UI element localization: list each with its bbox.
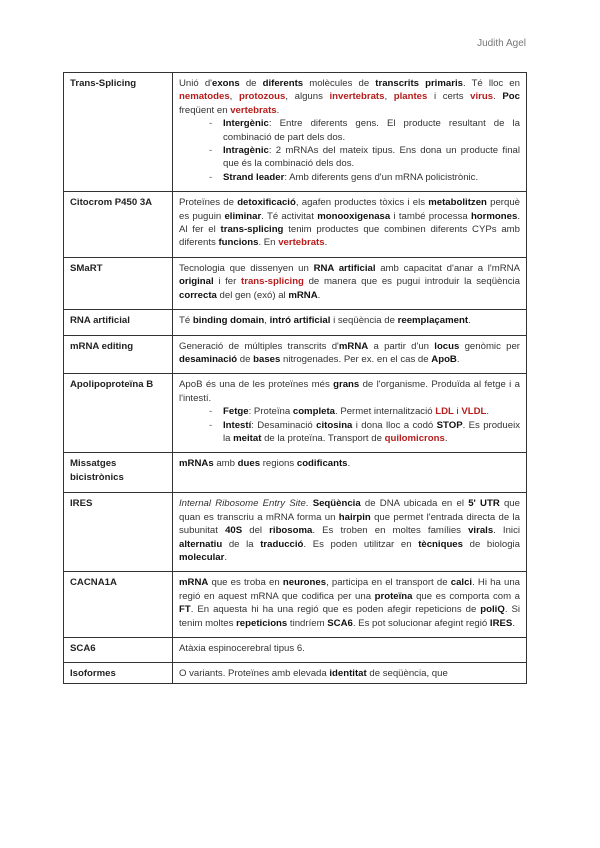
table-row xyxy=(64,453,527,493)
highlight-term: trans-splicing xyxy=(241,276,304,288)
definition-cell xyxy=(173,572,527,638)
bold-term: correcta xyxy=(179,289,217,301)
term-cell: Citocrom P450 3A xyxy=(64,192,173,258)
bold-term: mRNA xyxy=(288,289,318,301)
definition-cell xyxy=(173,638,527,663)
definition-text: O variants. Proteïnes amb elevada identitat de seqüència, que xyxy=(179,668,448,680)
bold-term: original xyxy=(179,276,214,288)
bold-term: 5' UTR xyxy=(468,498,500,510)
table-row xyxy=(64,663,527,683)
definition-cell xyxy=(173,663,527,683)
bold-term: trans-splicing xyxy=(220,224,284,236)
glossary-table xyxy=(63,72,527,684)
bold-term: traducció xyxy=(260,538,304,550)
table-row xyxy=(64,572,527,638)
bold-term: monooxigenasa xyxy=(317,210,391,222)
bold-term: IRES xyxy=(489,617,513,629)
definition-text: ApoB és una de les proteïnes més grans de l'organisme. Produïda al fetge i a l'intestí. xyxy=(179,379,520,404)
bold-term: molecular xyxy=(179,551,225,563)
highlight-term: LDL xyxy=(435,406,454,418)
bold-term: Intestí xyxy=(223,419,252,431)
definition-text: Internal Ribosome Entry Site. Seqüència de DNA ubicada en el 5' UTR que quan es transcriu a mRNA forma un hairpin que permet l'entrada directa de la subunitat 40S del ribosoma. Es troben en moltes famílies virals. Inici alternatiu de la traducció. Es poden utilitzar en tècniques de biologia molecular. xyxy=(179,498,521,563)
highlight-term: virus xyxy=(470,91,494,103)
table-row xyxy=(64,192,527,258)
term-cell: Trans-Splicing xyxy=(64,73,173,192)
bold-term: Intragènic xyxy=(223,145,269,157)
definition-cell xyxy=(173,310,527,335)
list-item: - Fetge: Proteïna completa. Permet internalització LDL i VLDL. xyxy=(209,405,520,418)
bold-term: 40S xyxy=(225,525,243,537)
term-cell: Apolipoproteïna B xyxy=(64,374,173,453)
highlight-term: vertebrats xyxy=(230,104,277,116)
bold-term: transcrits primaris xyxy=(375,78,463,89)
table-row xyxy=(64,73,527,192)
bold-term: proteïna xyxy=(374,590,413,602)
term-cell: Missatges bicistrònics xyxy=(64,453,173,493)
term-cell: CACNA1A xyxy=(64,572,173,638)
term-cell: Isoformes xyxy=(64,663,173,683)
bold-term: RNA artificial xyxy=(313,262,376,274)
definition-text: Tecnologia que dissenyen un RNA artificial amb capacitat d'anar a l'mRNA original i fer trans-splicing de manera que es pugui introduir la seqüència correcta del gen (exó) al mRNA. xyxy=(179,262,520,301)
definition-cell xyxy=(173,493,527,572)
list-item: - Intergènic: Entre diferents gens. El producte resultant de la combinació de part dels dos. xyxy=(209,117,520,144)
bold-term: poliQ xyxy=(480,604,505,616)
list-item: - Intestí: Desaminació citosina i dona lloc a codó STOP. Es produeix la meitat de la proteïna. Transport de quilomicrons. xyxy=(209,419,520,446)
bold-term: Strand leader xyxy=(223,171,285,183)
definition-cell xyxy=(173,73,527,192)
table-row xyxy=(64,374,527,453)
definition-cell xyxy=(173,257,527,309)
bold-term: hairpin xyxy=(338,511,371,523)
bold-term: calci xyxy=(450,577,473,589)
bold-term: intró artificial xyxy=(269,315,331,327)
bold-term: tècniques xyxy=(418,538,463,550)
page-header-author: Judith Agel xyxy=(477,38,526,49)
highlight-term: invertebrats xyxy=(329,91,385,103)
bold-term: reemplaçament xyxy=(397,315,469,327)
highlight-term: vertebrats xyxy=(278,237,325,249)
table-row xyxy=(64,310,527,335)
bold-term: diferents xyxy=(262,78,304,89)
highlight-term: VLDL xyxy=(461,406,487,418)
bold-term: mRNA xyxy=(338,340,369,352)
definition-cell xyxy=(173,453,527,493)
table-row xyxy=(64,638,527,663)
bold-term: ApoB xyxy=(431,353,457,365)
bold-term: alternatiu xyxy=(179,538,223,550)
dash-list xyxy=(179,117,520,184)
bold-term: metabolitzen xyxy=(428,197,487,209)
table-row xyxy=(64,257,527,309)
definition-text: Unió d'exons de diferents molècules de transcrits primaris. Té lloc en nematodes, protozous, alguns invertebrats, plantes i certs virus. Poc freqüent en vertebrats. xyxy=(179,78,520,116)
bold-term: bases xyxy=(253,353,281,365)
definition-text: mRNA que es troba en neurones, participa en el transport de calci. Hi ha una regió en aquest mRNA que codifica per una proteïna que es comporta com a FT. En aquesta hi ha una regió que es poden afegir repeticions de poliQ. Si tenim moltes repeticions tindríem SCA6. Es pot solucionar afegint regió IRES. xyxy=(179,577,521,629)
definition-text: Generació de múltiples transcrits d'mRNA a partir d'un locus genòmic per desaminació de bases nitrogenades. Per ex. en el cas de ApoB. xyxy=(179,340,520,365)
bold-term: locus xyxy=(434,340,460,352)
definition-text: Té binding domain, intró artificial i seqüència de reemplaçament. xyxy=(179,315,471,327)
highlight-term: nematodes xyxy=(179,91,230,103)
list-item: - Intragènic: 2 mRNAs del mateix tipus. Ens dona un producte final que és la combinació dels dos. xyxy=(209,144,520,171)
bold-term: citosina xyxy=(316,419,353,431)
bold-term: Fetge xyxy=(223,406,249,418)
italic-text: Internal Ribosome Entry Site xyxy=(179,498,306,510)
dash-list xyxy=(179,405,520,445)
term-cell: SCA6 xyxy=(64,638,173,663)
definition-text: Atàxia espinocerebral tipus 6. xyxy=(179,643,305,654)
term-cell: RNA artificial xyxy=(64,310,173,335)
bold-term: Intergènic xyxy=(223,118,269,130)
bold-term: neurones xyxy=(282,577,327,589)
highlight-term: protozous xyxy=(238,91,286,103)
table-row xyxy=(64,335,527,374)
definition-cell xyxy=(173,192,527,258)
term-cell: SMaRT xyxy=(64,257,173,309)
bold-term: codificants xyxy=(296,458,348,470)
bold-term: meitat xyxy=(233,432,262,444)
definition-cell xyxy=(173,374,527,453)
highlight-term: quilomicrons xyxy=(384,432,445,444)
term-cell: IRES xyxy=(64,493,173,572)
bold-term: dues xyxy=(237,458,261,470)
bold-term: mRNA xyxy=(179,577,209,589)
table-row xyxy=(64,493,527,572)
bold-term: funcions xyxy=(218,237,259,249)
definition-text: Proteïnes de detoxificació, agafen productes tòxics i els metabolitzen perquè es puguin eliminar. Té activitat monooxigenasa i també processa hormones. Al fer el trans-splicing tenim productes que combinen diferents CYPs amb diferents funcions. En vertebrats. xyxy=(179,197,520,249)
bold-term: completa xyxy=(292,406,335,418)
bold-term: exons xyxy=(212,78,240,89)
highlight-term: plantes xyxy=(393,91,428,103)
term-cell: mRNA editing xyxy=(64,335,173,374)
bold-term: Poc xyxy=(502,91,520,103)
bold-term: detoxificació xyxy=(237,197,296,209)
bold-term: ribosoma xyxy=(269,525,313,537)
bold-term: binding domain xyxy=(192,315,265,327)
bold-term: eliminar xyxy=(224,210,262,222)
bold-term: identitat xyxy=(329,668,367,680)
definition-cell xyxy=(173,335,527,374)
bold-term: FT xyxy=(179,604,191,616)
bold-term: grans xyxy=(333,379,360,391)
bold-term: repeticions xyxy=(236,617,288,629)
definition-text: mRNAs amb dues regions codificants. xyxy=(179,458,351,470)
bold-term: mRNAs xyxy=(179,458,214,470)
bold-term: hormones xyxy=(470,210,518,222)
bold-term: desaminació xyxy=(179,353,238,365)
bold-term: STOP xyxy=(436,419,463,431)
bold-term: Seqüència xyxy=(312,498,361,510)
list-item: - Strand leader: Amb diferents gens d'un mRNA policistrònic. xyxy=(209,171,520,184)
bold-term: virals xyxy=(468,525,494,537)
bold-term: SCA6 xyxy=(327,617,353,629)
